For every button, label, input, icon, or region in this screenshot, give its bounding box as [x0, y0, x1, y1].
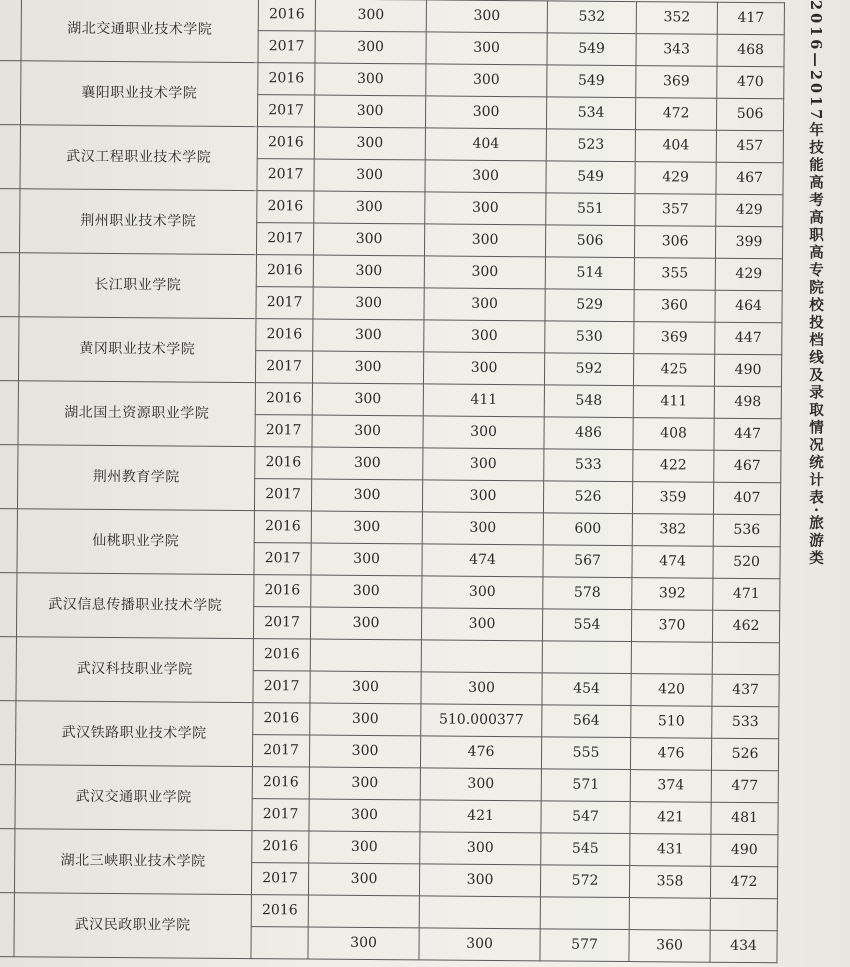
row-stub	[0, 0, 21, 61]
school-name: 仙桃职业学院	[92, 533, 180, 550]
school-name: 武汉交通职业学院	[75, 789, 192, 807]
score-cell-b: 300	[426, 32, 547, 65]
score-cell-a: 300	[312, 415, 423, 448]
score-cell-d: 421	[630, 802, 711, 835]
score-cell-c: 572	[540, 865, 629, 898]
school-name-cell	[17, 509, 254, 575]
row-stub	[0, 636, 16, 700]
year-cell: 2017	[252, 735, 309, 767]
score-cell-c: 526	[543, 481, 632, 514]
score-cell-a: 300	[309, 767, 420, 800]
row-stub	[0, 828, 15, 892]
score-cell-d: 472	[635, 98, 716, 131]
score-cell-a: 300	[311, 575, 422, 608]
score-cell-c: 533	[544, 449, 633, 482]
score-cell-c: 554	[542, 609, 631, 642]
year-cell: 2016	[252, 767, 309, 799]
row-stub	[0, 764, 15, 828]
school-name-cell	[15, 701, 252, 767]
score-cell-a: 300	[315, 0, 426, 32]
score-cell-c: 454	[542, 673, 631, 706]
score-cell-b: 510.000377	[421, 704, 542, 737]
score-cell-b: 300	[425, 192, 546, 225]
year-cell: 2016	[252, 831, 309, 863]
row-stub	[0, 188, 20, 252]
school-name-cell	[20, 61, 257, 127]
score-cell-d: 306	[634, 226, 715, 259]
score-cell-a: 300	[311, 511, 422, 544]
score-cell-c: 514	[545, 257, 634, 290]
school-name: 武汉科技职业学院	[76, 661, 193, 679]
score-cell-a: 300	[308, 927, 419, 960]
score-cell-c: 577	[540, 929, 629, 962]
score-cell-e: 472	[710, 866, 777, 899]
year-cell: 2016	[256, 319, 313, 351]
score-cell-a: 300	[310, 703, 421, 736]
score-cell-d: 425	[633, 354, 714, 387]
score-cell-e: 520	[713, 546, 780, 579]
row-stub	[0, 700, 16, 764]
score-cell-b: 300	[424, 224, 545, 257]
score-cell-c: 548	[544, 385, 633, 418]
score-cell-c: 564	[542, 705, 631, 738]
score-cell-c: 547	[541, 801, 630, 834]
score-cell-d: 476	[630, 738, 711, 771]
score-cell-e: 429	[715, 258, 782, 291]
score-cell-a: 300	[313, 319, 424, 352]
score-cell-d: 357	[635, 194, 716, 227]
school-name-cell	[20, 125, 257, 191]
score-cell-e: 417	[717, 2, 784, 35]
year-cell: 2016	[257, 127, 314, 159]
year-cell: 2016	[257, 191, 314, 223]
score-cell-b: 300	[423, 352, 544, 385]
score-cell-a: 300	[314, 95, 425, 128]
score-cell-b: 411	[423, 384, 544, 417]
score-cell-a: 300	[315, 63, 426, 96]
year-cell: 2017	[256, 223, 313, 255]
score-cell-b: 300	[421, 672, 542, 705]
score-cell-e: 467	[714, 450, 781, 483]
row-stub	[0, 444, 18, 508]
score-cell-e: 437	[712, 674, 779, 707]
year-cell: 2016	[255, 447, 312, 479]
score-cell-a: 300	[309, 735, 420, 768]
score-cell-a: 300	[310, 671, 421, 704]
score-cell-e: 498	[714, 386, 781, 419]
score-cell-a: 300	[313, 255, 424, 288]
school-name: 湖北国土资源职业学院	[64, 405, 210, 423]
score-cell-c: 549	[547, 33, 636, 66]
score-cell-c: 529	[545, 289, 634, 322]
score-cell-c: 551	[546, 193, 635, 226]
score-cell-e	[712, 642, 779, 675]
score-cell-e: 506	[716, 98, 783, 131]
year-cell: 2017	[251, 863, 308, 895]
score-cell-b: 300	[424, 288, 545, 321]
row-stub	[0, 892, 14, 956]
score-cell-b	[421, 640, 542, 673]
score-cell-d: 370	[631, 610, 712, 643]
school-name: 荆州教育学院	[92, 469, 180, 486]
score-cell-d: 360	[629, 930, 710, 963]
year-cell: 2017	[253, 607, 310, 639]
table-row	[0, 700, 779, 738]
year-cell: 2017	[254, 479, 311, 511]
school-name: 黄冈职业技术学院	[79, 341, 196, 359]
row-stub	[0, 124, 20, 188]
score-cell-d	[629, 898, 710, 931]
score-cell-b: 300	[419, 928, 540, 961]
score-cell-a	[308, 895, 419, 928]
score-cell-d: 352	[636, 2, 717, 35]
score-cell-b: 300	[424, 256, 545, 289]
table-row	[0, 188, 783, 226]
score-cell-b: 421	[420, 800, 541, 833]
score-cell-c: 534	[546, 97, 635, 130]
score-cell-c: 592	[544, 353, 633, 386]
score-cell-a: 300	[314, 159, 425, 192]
school-name-cell	[14, 829, 251, 895]
score-cell-b: 300	[422, 480, 543, 513]
score-cell-e: 399	[715, 226, 782, 259]
score-cell-e: 471	[713, 578, 780, 611]
score-cell-d: 359	[632, 482, 713, 515]
school-name-cell	[14, 893, 251, 959]
table-row	[0, 636, 779, 674]
score-cell-a: 300	[314, 191, 425, 224]
school-name-cell	[17, 445, 254, 511]
school-name-cell	[16, 573, 253, 639]
score-cell-c: 532	[547, 1, 636, 34]
score-cell-b: 300	[421, 608, 542, 641]
table-row	[0, 892, 777, 930]
school-name-cell	[18, 317, 255, 383]
score-cell-d: 474	[632, 546, 713, 579]
score-cell-c: 549	[546, 161, 635, 194]
year-cell: 2017	[254, 543, 311, 575]
year-cell: 2016	[254, 511, 311, 543]
score-cell-e: 447	[715, 322, 782, 355]
score-cell-d: 343	[636, 34, 717, 67]
score-cell-e: 467	[716, 162, 783, 195]
score-cell-a: 300	[311, 543, 422, 576]
score-cell-d: 420	[631, 674, 712, 707]
score-cell-a: 300	[312, 383, 423, 416]
year-cell: 2016	[256, 255, 313, 287]
school-name: 武汉工程职业技术学院	[66, 149, 212, 167]
table-row	[0, 572, 780, 610]
school-name-cell	[19, 189, 256, 255]
score-cell-d: 358	[629, 866, 710, 899]
side-running-title: 2016—2017年技能高考高职高专院校投档线及录取情况统计表·旅游类	[807, 0, 824, 568]
school-name: 武汉信息传播职业技术学院	[48, 596, 223, 615]
score-cell-a: 300	[314, 127, 425, 160]
score-cell-a: 300	[310, 607, 421, 640]
score-cell-c: 506	[545, 225, 634, 258]
school-name-cell	[16, 637, 253, 703]
score-cell-d: 369	[634, 322, 715, 355]
score-cell-c: 578	[543, 577, 632, 610]
year-cell: 2017	[257, 95, 314, 127]
score-cell-d: 429	[635, 162, 716, 195]
year-cell: 2016	[254, 575, 311, 607]
score-cell-a: 300	[313, 223, 424, 256]
score-cell-d: 510	[631, 706, 712, 739]
school-name-cell	[15, 765, 252, 831]
score-cell-c: 523	[546, 129, 635, 162]
score-cell-b: 300	[423, 448, 544, 481]
score-cell-d: 431	[630, 834, 711, 867]
score-cell-d: 355	[634, 258, 715, 291]
year-cell: 2016	[253, 639, 310, 671]
row-stub	[0, 380, 18, 444]
table-row	[0, 316, 782, 354]
score-cell-e: 481	[711, 802, 778, 835]
table-row	[0, 0, 784, 35]
score-cell-b: 300	[426, 0, 547, 33]
table-row	[0, 380, 781, 418]
year-cell: 2017	[255, 415, 312, 447]
score-cell-a: 300	[313, 287, 424, 320]
score-cell-b: 300	[422, 576, 543, 609]
school-name: 长江职业学院	[94, 277, 182, 294]
score-cell-a: 300	[315, 31, 426, 64]
year-cell: 2016	[255, 383, 312, 415]
score-cell-b: 300	[426, 64, 547, 97]
year-cell: 2017	[253, 671, 310, 703]
year-cell: 2016	[251, 895, 308, 927]
school-name: 湖北三峡职业技术学院	[60, 853, 206, 871]
table-row	[0, 252, 782, 290]
year-cell: 2017	[252, 799, 309, 831]
score-cell-a: 300	[308, 863, 419, 896]
row-stub	[0, 252, 19, 316]
score-cell-e: 429	[716, 194, 783, 227]
score-cell-c: 571	[541, 769, 630, 802]
score-cell-c: 549	[547, 65, 636, 98]
score-cell-b	[419, 896, 540, 929]
table-row	[0, 444, 781, 482]
score-cell-e	[710, 898, 777, 931]
score-cell-e: 536	[713, 514, 780, 547]
year-cell: 2017	[258, 31, 315, 63]
score-cell-b: 476	[420, 736, 541, 769]
score-cell-b: 300	[422, 512, 543, 545]
score-cell-b: 300	[425, 160, 546, 193]
score-cell-a	[310, 639, 421, 672]
year-cell: 2017	[257, 159, 314, 191]
score-cell-b: 300	[419, 864, 540, 897]
score-cell-e: 490	[714, 354, 781, 387]
year-cell: 2017	[256, 287, 313, 319]
table-row	[0, 764, 778, 802]
row-stub	[0, 572, 17, 636]
score-cell-e: 457	[716, 130, 783, 163]
school-name: 武汉铁路职业技术学院	[61, 725, 207, 743]
score-cell-e: 464	[715, 290, 782, 323]
score-cell-e: 407	[713, 482, 780, 515]
year-cell: 2016	[253, 703, 310, 735]
score-cell-b: 474	[422, 544, 543, 577]
score-cell-b: 300	[420, 768, 541, 801]
year-cell: 2016	[258, 63, 315, 95]
school-name: 襄阳职业技术学院	[81, 85, 198, 103]
score-cell-b: 404	[425, 128, 546, 161]
score-cell-e: 490	[711, 834, 778, 867]
score-cell-e: 434	[710, 930, 777, 963]
score-cell-a: 300	[312, 351, 423, 384]
score-cell-e: 447	[714, 418, 781, 451]
school-name: 荆州职业技术学院	[80, 213, 197, 231]
school-name: 武汉民政职业学院	[74, 917, 191, 935]
score-cell-b: 300	[424, 320, 545, 353]
score-cell-e: 533	[712, 706, 779, 739]
score-cell-d: 369	[636, 66, 717, 99]
year-cell	[251, 927, 308, 959]
score-cell-e: 470	[717, 66, 784, 99]
score-cell-d: 408	[633, 418, 714, 451]
score-cell-d: 392	[632, 578, 713, 611]
school-name-cell	[19, 253, 256, 319]
row-stub	[0, 61, 21, 125]
score-cell-c: 530	[545, 321, 634, 354]
table-row	[0, 508, 780, 546]
score-cell-c: 545	[541, 833, 630, 866]
score-cell-a: 300	[311, 479, 422, 512]
score-cell-c: 486	[544, 417, 633, 450]
year-cell: 2016	[258, 0, 315, 31]
school-name-cell	[18, 381, 255, 447]
score-cell-e: 468	[717, 34, 784, 67]
table-row	[0, 124, 783, 162]
score-cell-d: 411	[633, 386, 714, 419]
score-cell-d: 404	[635, 130, 716, 163]
score-cell-b: 300	[420, 832, 541, 865]
score-cell-e: 477	[711, 770, 778, 803]
school-name-cell	[21, 0, 258, 63]
score-cell-e: 526	[711, 738, 778, 771]
score-cell-a: 300	[312, 447, 423, 480]
score-cell-d: 422	[633, 450, 714, 483]
score-cell-e: 462	[712, 610, 779, 643]
score-cell-d: 374	[630, 770, 711, 803]
score-cell-d	[631, 642, 712, 675]
score-cell-c: 567	[543, 545, 632, 578]
score-cell-d: 360	[634, 290, 715, 323]
school-name: 湖北交通职业技术学院	[67, 21, 213, 39]
table-row	[0, 61, 784, 99]
score-cell-a: 300	[309, 799, 420, 832]
year-cell: 2017	[255, 351, 312, 383]
score-cell-c: 600	[543, 513, 632, 546]
score-cell-d: 382	[632, 514, 713, 547]
score-cell-c	[542, 641, 631, 674]
table-row	[0, 828, 778, 866]
score-cell-c	[540, 897, 629, 930]
score-cell-c: 555	[541, 737, 630, 770]
row-stub	[0, 316, 19, 380]
score-cell-b: 300	[423, 416, 544, 449]
row-stub	[0, 508, 17, 572]
score-cell-b: 300	[425, 96, 546, 129]
score-cell-a: 300	[309, 831, 420, 864]
